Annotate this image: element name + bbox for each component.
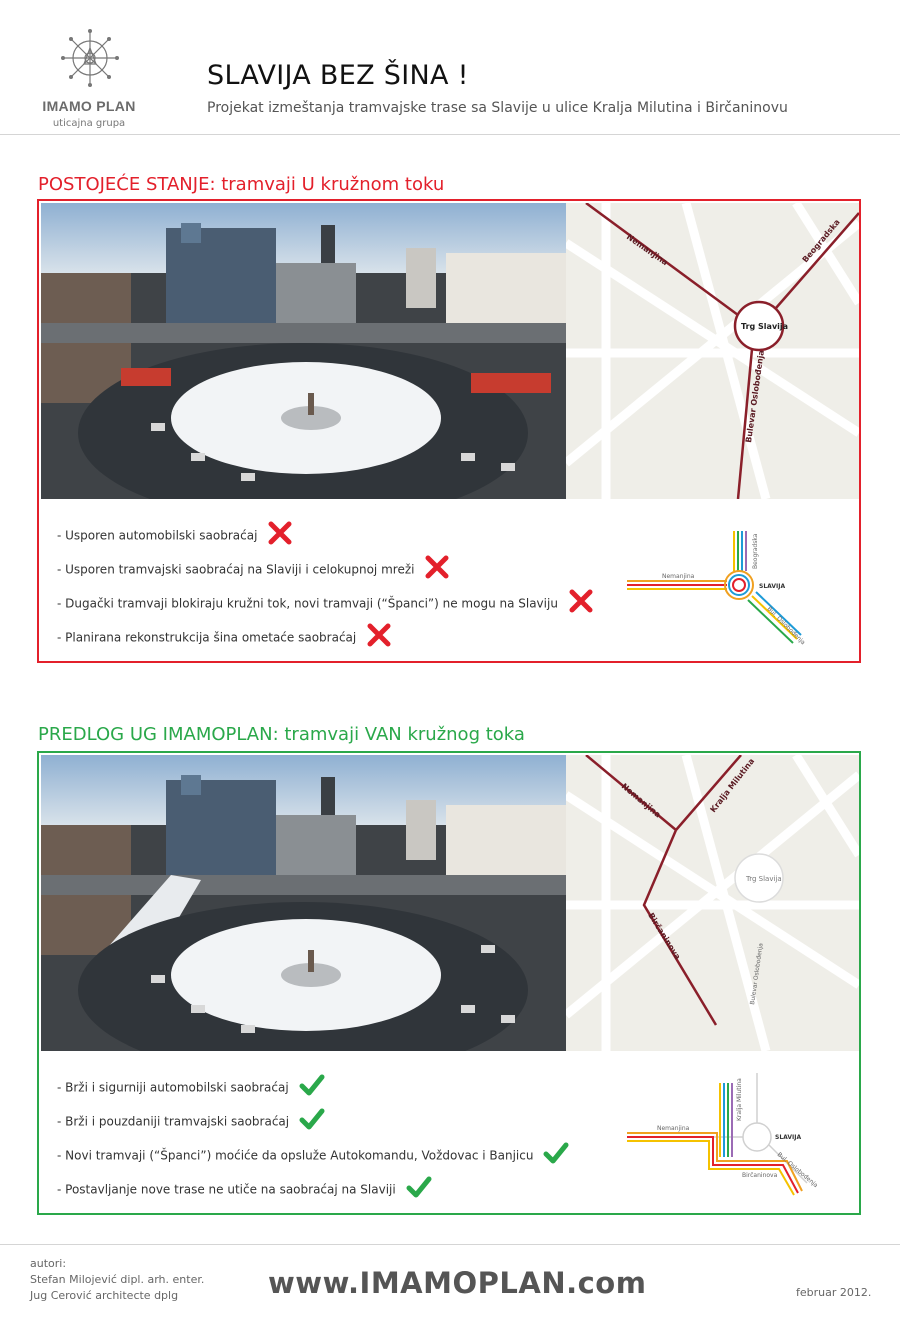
list-item — [57, 1109, 569, 1143]
red-cross-icon — [366, 622, 392, 648]
authors — [30, 1256, 204, 1304]
logo-name: IMAMO PLAN — [42, 98, 136, 114]
benefit-text: - Brži i sigurniji automobilski saobraćaj — [57, 1080, 289, 1095]
page-title: SLAVIJA BEZ ŠINA ! — [207, 60, 469, 91]
logo-subtitle: uticajna grupa — [52, 118, 126, 129]
route-map-current — [566, 203, 859, 499]
issue-text: - Usporen tramvajski saobraćaj na Slaviji i celokupnoj mreži — [57, 562, 415, 577]
diagram-label-bulevar: Bul. Oslobođenja — [765, 605, 807, 647]
red-cross-icon — [568, 588, 594, 614]
red-cross-icon — [424, 554, 450, 580]
slavija-photo-current — [41, 203, 566, 499]
map-label-bircaninova: Birčaninova — [646, 911, 683, 962]
header-divider — [0, 134, 900, 135]
issue-text: - Planirana rekonstrukcija šina ometaće saobraćaj — [57, 630, 357, 645]
current-issues-list — [57, 523, 594, 659]
list-item — [57, 1177, 569, 1211]
diagram-node-slavija: SLAVIJA — [759, 583, 786, 590]
list-item — [57, 557, 594, 591]
map-label-nemanjina: Nemanjina — [624, 232, 670, 268]
map-label-beogradska: Beogradska — [800, 217, 842, 265]
diagram-label-bircaninova: Birčaninova — [742, 1172, 778, 1179]
list-item — [57, 1075, 569, 1109]
green-check-icon — [406, 1174, 432, 1200]
map-label-bulevar: Bulevar Oslobođenja — [749, 942, 765, 1006]
authors-label: autori: — [30, 1257, 67, 1270]
map-label-kralja-milutina: Kralja Milutina — [708, 756, 757, 815]
diagram-label-bulevar: Bul. Oslobođenja — [775, 1151, 817, 1190]
page-subtitle: Projekat izmeštanja tramvajske trase sa Slavije u ulice Kralja Milutina i Birčaninovu — [207, 100, 788, 116]
tram-diagram-proposal — [617, 1073, 817, 1201]
author-2: Jug Cerović architecte dplg — [30, 1289, 179, 1302]
issue-text: - Dugački tramvaji blokiraju kružni tok, novi tramvaji (“Španci”) ne mogu na Slaviju — [57, 596, 558, 611]
slavija-photo-proposal — [41, 755, 566, 1051]
list-item — [57, 523, 594, 557]
author-1: Stefan Milojević dipl. arh. enter. — [30, 1273, 205, 1286]
map-label-bulevar: Bulevar Oslobođenja — [744, 349, 766, 444]
section-current-panel — [37, 199, 861, 663]
proposal-benefits-list — [57, 1075, 569, 1211]
list-item — [57, 591, 594, 625]
diagram-label-nemanjina: Nemanjina — [657, 1125, 690, 1132]
green-check-icon — [299, 1106, 325, 1132]
route-map-proposal — [566, 755, 859, 1051]
website-link[interactable]: www.IMAMOPLAN.com — [268, 1266, 647, 1300]
section-proposal-panel — [37, 751, 861, 1215]
benefit-text: - Brži i pouzdaniji tramvajski saobraćaj — [57, 1114, 290, 1129]
diagram-label-kralja-milutina: Kralja Milutina — [736, 1078, 743, 1121]
map-label-trg-slavija: Trg Slavija — [741, 322, 789, 331]
benefit-text: - Novi tramvaji (“Španci”) moćiće da opsluže Autokomandu, Voždovac i Banjicu — [57, 1148, 534, 1163]
red-cross-icon — [267, 520, 293, 546]
logo-wheel-icon — [60, 28, 120, 94]
list-item — [57, 625, 594, 659]
publication-date: februar 2012. — [796, 1286, 872, 1299]
benefit-text: - Postavljanje nove trase ne utiče na saobraćaj na Slaviji — [57, 1182, 396, 1197]
section-proposal-title: PREDLOG UG IMAMOPLAN: tramvaji VAN kružnog toka — [38, 724, 525, 745]
green-check-icon — [299, 1072, 325, 1098]
footer-divider — [0, 1244, 900, 1245]
diagram-label-nemanjina: Nemanjina — [662, 573, 695, 580]
list-item — [57, 1143, 569, 1177]
diagram-node-slavija: SLAVIJA — [775, 1134, 802, 1141]
map-label-trg-slavija: Trg Slavija — [746, 875, 782, 883]
section-current-title: POSTOJEĆE STANJE: tramvaji U kružnom toku — [38, 174, 445, 195]
tram-diagram-current — [617, 521, 817, 649]
diagram-label-beogradska: Beogradska — [752, 533, 759, 569]
map-label-nemanjina: Nemanjina — [619, 781, 663, 820]
logo — [30, 28, 148, 138]
green-check-icon — [543, 1140, 569, 1166]
issue-text: - Usporen automobilski saobraćaj — [57, 528, 258, 543]
